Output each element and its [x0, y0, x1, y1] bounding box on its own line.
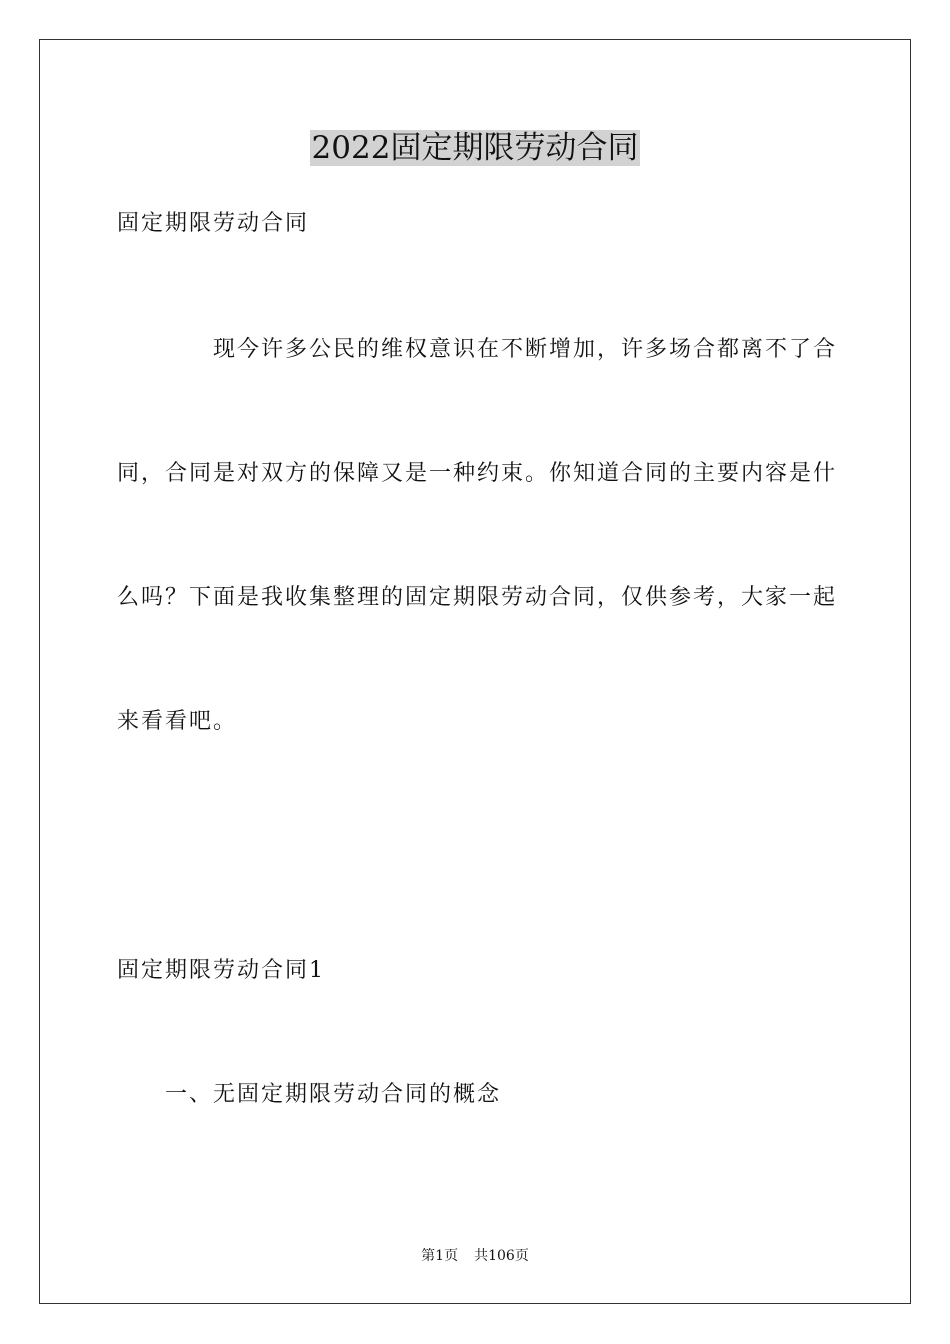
page-number: 第1页 [421, 1248, 459, 1264]
page-footer [0, 1247, 950, 1265]
intro-line-3: 么吗？下面是我收集整理的固定期限劳动合同，仅供参考，大家一起 [117, 585, 838, 610]
document-subtitle: 固定期限劳动合同 [117, 211, 310, 236]
section-heading: 一、无固定期限劳动合同的概念 [165, 1082, 502, 1107]
section-title: 固定期限劳动合同1 [117, 958, 325, 983]
intro-line-1: 现今许多公民的维权意识在不断增加，许多场合都离不了合 [213, 337, 838, 362]
total-pages: 共106页 [474, 1248, 529, 1264]
intro-line-4: 来看看吧。 [117, 709, 238, 734]
document-title-text: 2022固定期限劳动合同 [311, 130, 639, 166]
intro-line-2: 同，合同是对双方的保障又是一种约束。你知道合同的主要内容是什 [117, 461, 838, 486]
document-title [0, 127, 950, 169]
